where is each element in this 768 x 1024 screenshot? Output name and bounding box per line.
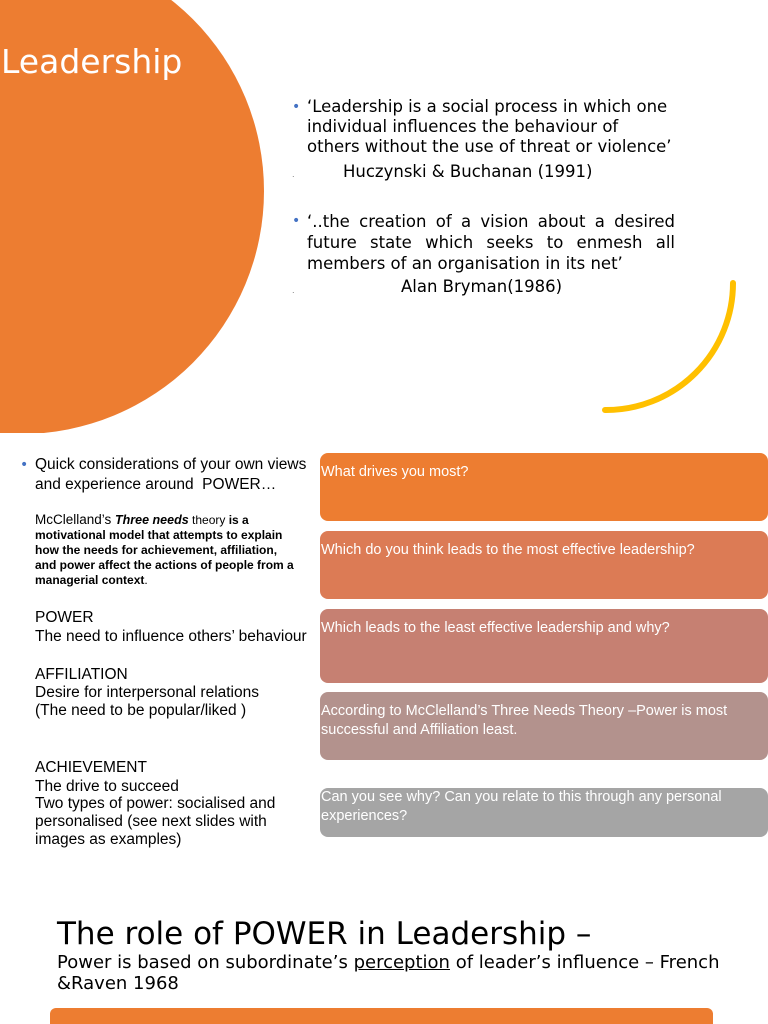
slide-subtitle: Power is based on subordinate’s perception of leader’s influence – French &Raven 1968 — [57, 952, 720, 994]
question-box-2: Which do you think leads to the most effective leadership? — [320, 531, 768, 599]
citation-bryman: Alan Bryman(1986) — [401, 277, 563, 296]
question-box-1: What drives you most? — [320, 453, 768, 521]
power-types-text: Two types of power: socialised and personalised (see next slides with images as examples) — [35, 795, 276, 848]
slide-leadership-quotes — [0, 0, 768, 433]
slide-mcclelland-three-needs — [0, 444, 768, 876]
power-description: The need to influence others’ behaviour — [35, 628, 307, 645]
achievement-heading: ACHIEVEMENT — [35, 759, 147, 776]
bullet-icon: • — [292, 213, 301, 229]
affiliation-description: Desire for interpersonal relations (The need to be popular/liked ) — [35, 684, 259, 719]
bullet-icon: • — [20, 457, 29, 473]
power-heading: POWER — [35, 609, 94, 626]
slide-role-of-power — [0, 890, 768, 1024]
dot-icon: . — [292, 286, 295, 295]
theory-paragraph: McClelland’s Three needs theory is a motivational model that attempts to explain how the needs for achievement, affiliation, and power affect the actions of people from a managerial context. — [35, 512, 294, 587]
citation-huczynski: Huczynski & Buchanan (1991) — [343, 162, 593, 181]
affiliation-heading: AFFILIATION — [35, 666, 128, 683]
slide-title: The role of POWER in Leadership – — [57, 916, 592, 952]
orange-content-bar — [50, 1008, 713, 1024]
achievement-description: The drive to succeed — [35, 778, 179, 795]
question-box-4: According to McClelland’s Three Needs Theory –Power is most successful and Affiliation least. — [320, 692, 768, 760]
intro-text: Quick considerations of your own views and experience around POWER… — [35, 456, 307, 493]
slide-title: Leadership — [1, 42, 183, 81]
quote-bryman: ‘..the creation of a vision about a desired future state which seeks to enmesh all members of an organisation in its net’ — [307, 212, 675, 273]
question-box-3: Which leads to the least effective leadership and why? — [320, 609, 768, 683]
quote-huczynski: ‘Leadership is a social process in which one individual influences the behaviour of others without the use of threat or violence’ — [307, 97, 672, 156]
bullet-icon: • — [292, 99, 301, 115]
question-box-5: Can you see why? Can you relate to this through any personal experiences? — [320, 788, 768, 837]
yellow-arc-decoration — [595, 275, 745, 420]
dot-icon: . — [292, 170, 295, 179]
